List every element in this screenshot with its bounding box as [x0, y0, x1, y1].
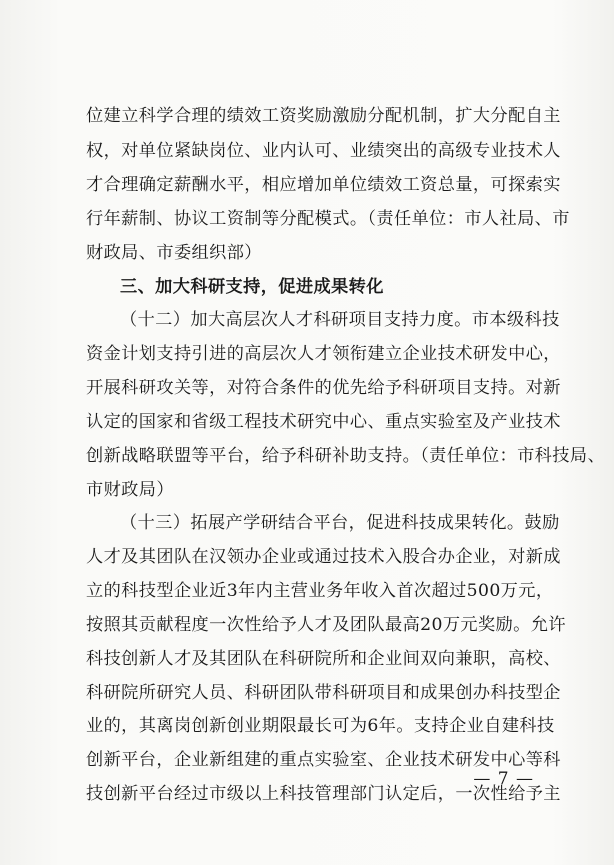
text-line: 科研院所研究人员、科研团队带科研项目和成果创办科技型企 [86, 683, 561, 703]
text-line: 按照其贡献程度一次性给予人才及团队最高20万元奖励。允许 [86, 615, 566, 635]
text-line: 开展科研攻关等，对符合条件的优先给予科研项目支持。对新 [86, 378, 561, 398]
text-line: 市财政局） [86, 480, 174, 500]
text-line: 人才及其团队在汉领办企业或通过技术入股合办企业，对新成 [86, 547, 561, 567]
text-line: 科技创新人才及其团队在科研院所和企业间双向兼职，高校、 [86, 649, 561, 669]
text-line: 创新战略联盟等平台，给予科研补助支持。（责任单位：市科技局、 [86, 446, 606, 466]
text-line: 才合理确定薪酬水平，相应增加单位绩效工资总量，可探索实 [86, 175, 561, 195]
section-heading: 三、加大科研支持，促进成果转化 [120, 277, 384, 297]
text-line: 创新平台，企业新组建的重点实验室、企业技术研发中心等科 [86, 750, 561, 770]
text-line: 权，对单位紧缺岗位、业内认可、业绩突出的高级专业技术人 [86, 141, 561, 161]
paragraph-start: （十二）加大高层次人才科研项目支持力度。市本级科技 [120, 310, 560, 330]
paragraph-start: （十三）拓展产学研结合平台，促进科技成果转化。鼓励 [120, 513, 560, 533]
text-line: 业的，其离岗创新创业期限最长可为6年。支持企业自建科技 [86, 716, 555, 736]
text-line: 财政局、市委组织部） [86, 243, 262, 263]
text-line: 立的科技型企业近3年内主营业务年收入首次超过500万元， [86, 581, 554, 601]
text-line: 行年薪制、协议工资制等分配模式。（责任单位：市人社局、市 [86, 209, 570, 229]
text-line: 认定的国家和省级工程技术研究中心、重点实验室及产业技术 [86, 412, 561, 432]
page-number: — 7 — [473, 769, 534, 789]
text-line: 资金计划支持引进的高层次人才领衔建立企业技术研发中心， [86, 344, 561, 364]
text-line: 位建立科学合理的绩效工资奖励激励分配机制，扩大分配自主 [86, 106, 561, 126]
text-line: 技创新平台经过市级以上科技管理部门认定后，一次性给予主 [86, 784, 561, 804]
